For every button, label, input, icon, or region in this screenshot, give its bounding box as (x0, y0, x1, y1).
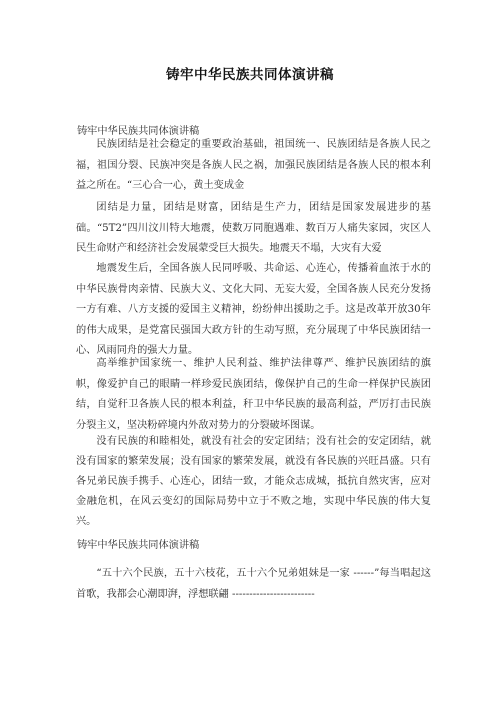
paragraph-3: 地震发生后，全国各族人民同呼吸、共命运、心连心，传播着血浓于水的中华民族骨肉亲情、民族大义、文化大同、无妄大爱，全国各族人民充分发扬一方有难、八方支援的爱国主义精神，纷纷伸出援助之手。这是改革开放30年的伟大成果，是党富民强国大政方针的生动写照，充分展现了中华民族团结一心、风雨同舟的强大力量。 (76, 263, 431, 356)
paragraph-6: “五十六个民族，五十六枝花，五十六个兄弟姐妹是一家 ------”每当唱起这首歌，我都会心潮即湃，浮想联翩 ------------------------ (76, 568, 431, 600)
paragraph-4: 高举维护国家统一、维护人民利益、维护法律尊严、维护民族团结的旗帜，像爱护自己的眼睛一样珍爱民族团结，像保护自己的生命一样保护民族团结，自觉秆卫各族人民的根本利益，秆卫中华民族的最高利益，严厉打击民族分裂主义，坚决粉碎境内外敌对势力的分裂破坏图谋。 (76, 358, 431, 431)
paragraph-2: 团结是力量，团结是财富，团结是生产力，团结是国家发展进步的基础。“5T2”四川汶川特大地震，使数万同胞遇难、数百万人痛失家园，灾区人民生命财产和经济社会发展蒙受巨大损失。地震天不塌，大灾有大爱 (76, 202, 431, 254)
document-title: 铸牢中华民族共同体演讲稿 (166, 67, 334, 83)
paragraph-1: 民族团结是社会稳定的重要政治基础，祖国统一、民族团结是各族人民之福，祖国分裂、民族冲突是各族人民之祸，加强民族团结是各族人民的根本利益之所在。“三心合一心，黄土变成金 (76, 139, 431, 191)
section-heading-2: 铸牢中华民族共同体演讲稿 (77, 540, 200, 551)
section-heading: 铸牢中华民族共同体演讲稿 (77, 126, 200, 137)
paragraph-5: 没有民族的和睦相处，就没有社会的安定团结；没有社会的安定团结，就没有国家的繁荣发展；没有国家的繁荣发展，就没有各民族的兴旺昌盛。只有各兄弟民族手携手、心连心，团结一致，才能众志成城，抵抗自然灾害，应对金融危机，在风云变幻的国际局势中立于不败之地，实现中华民族的伟大复兴。 (76, 436, 431, 528)
